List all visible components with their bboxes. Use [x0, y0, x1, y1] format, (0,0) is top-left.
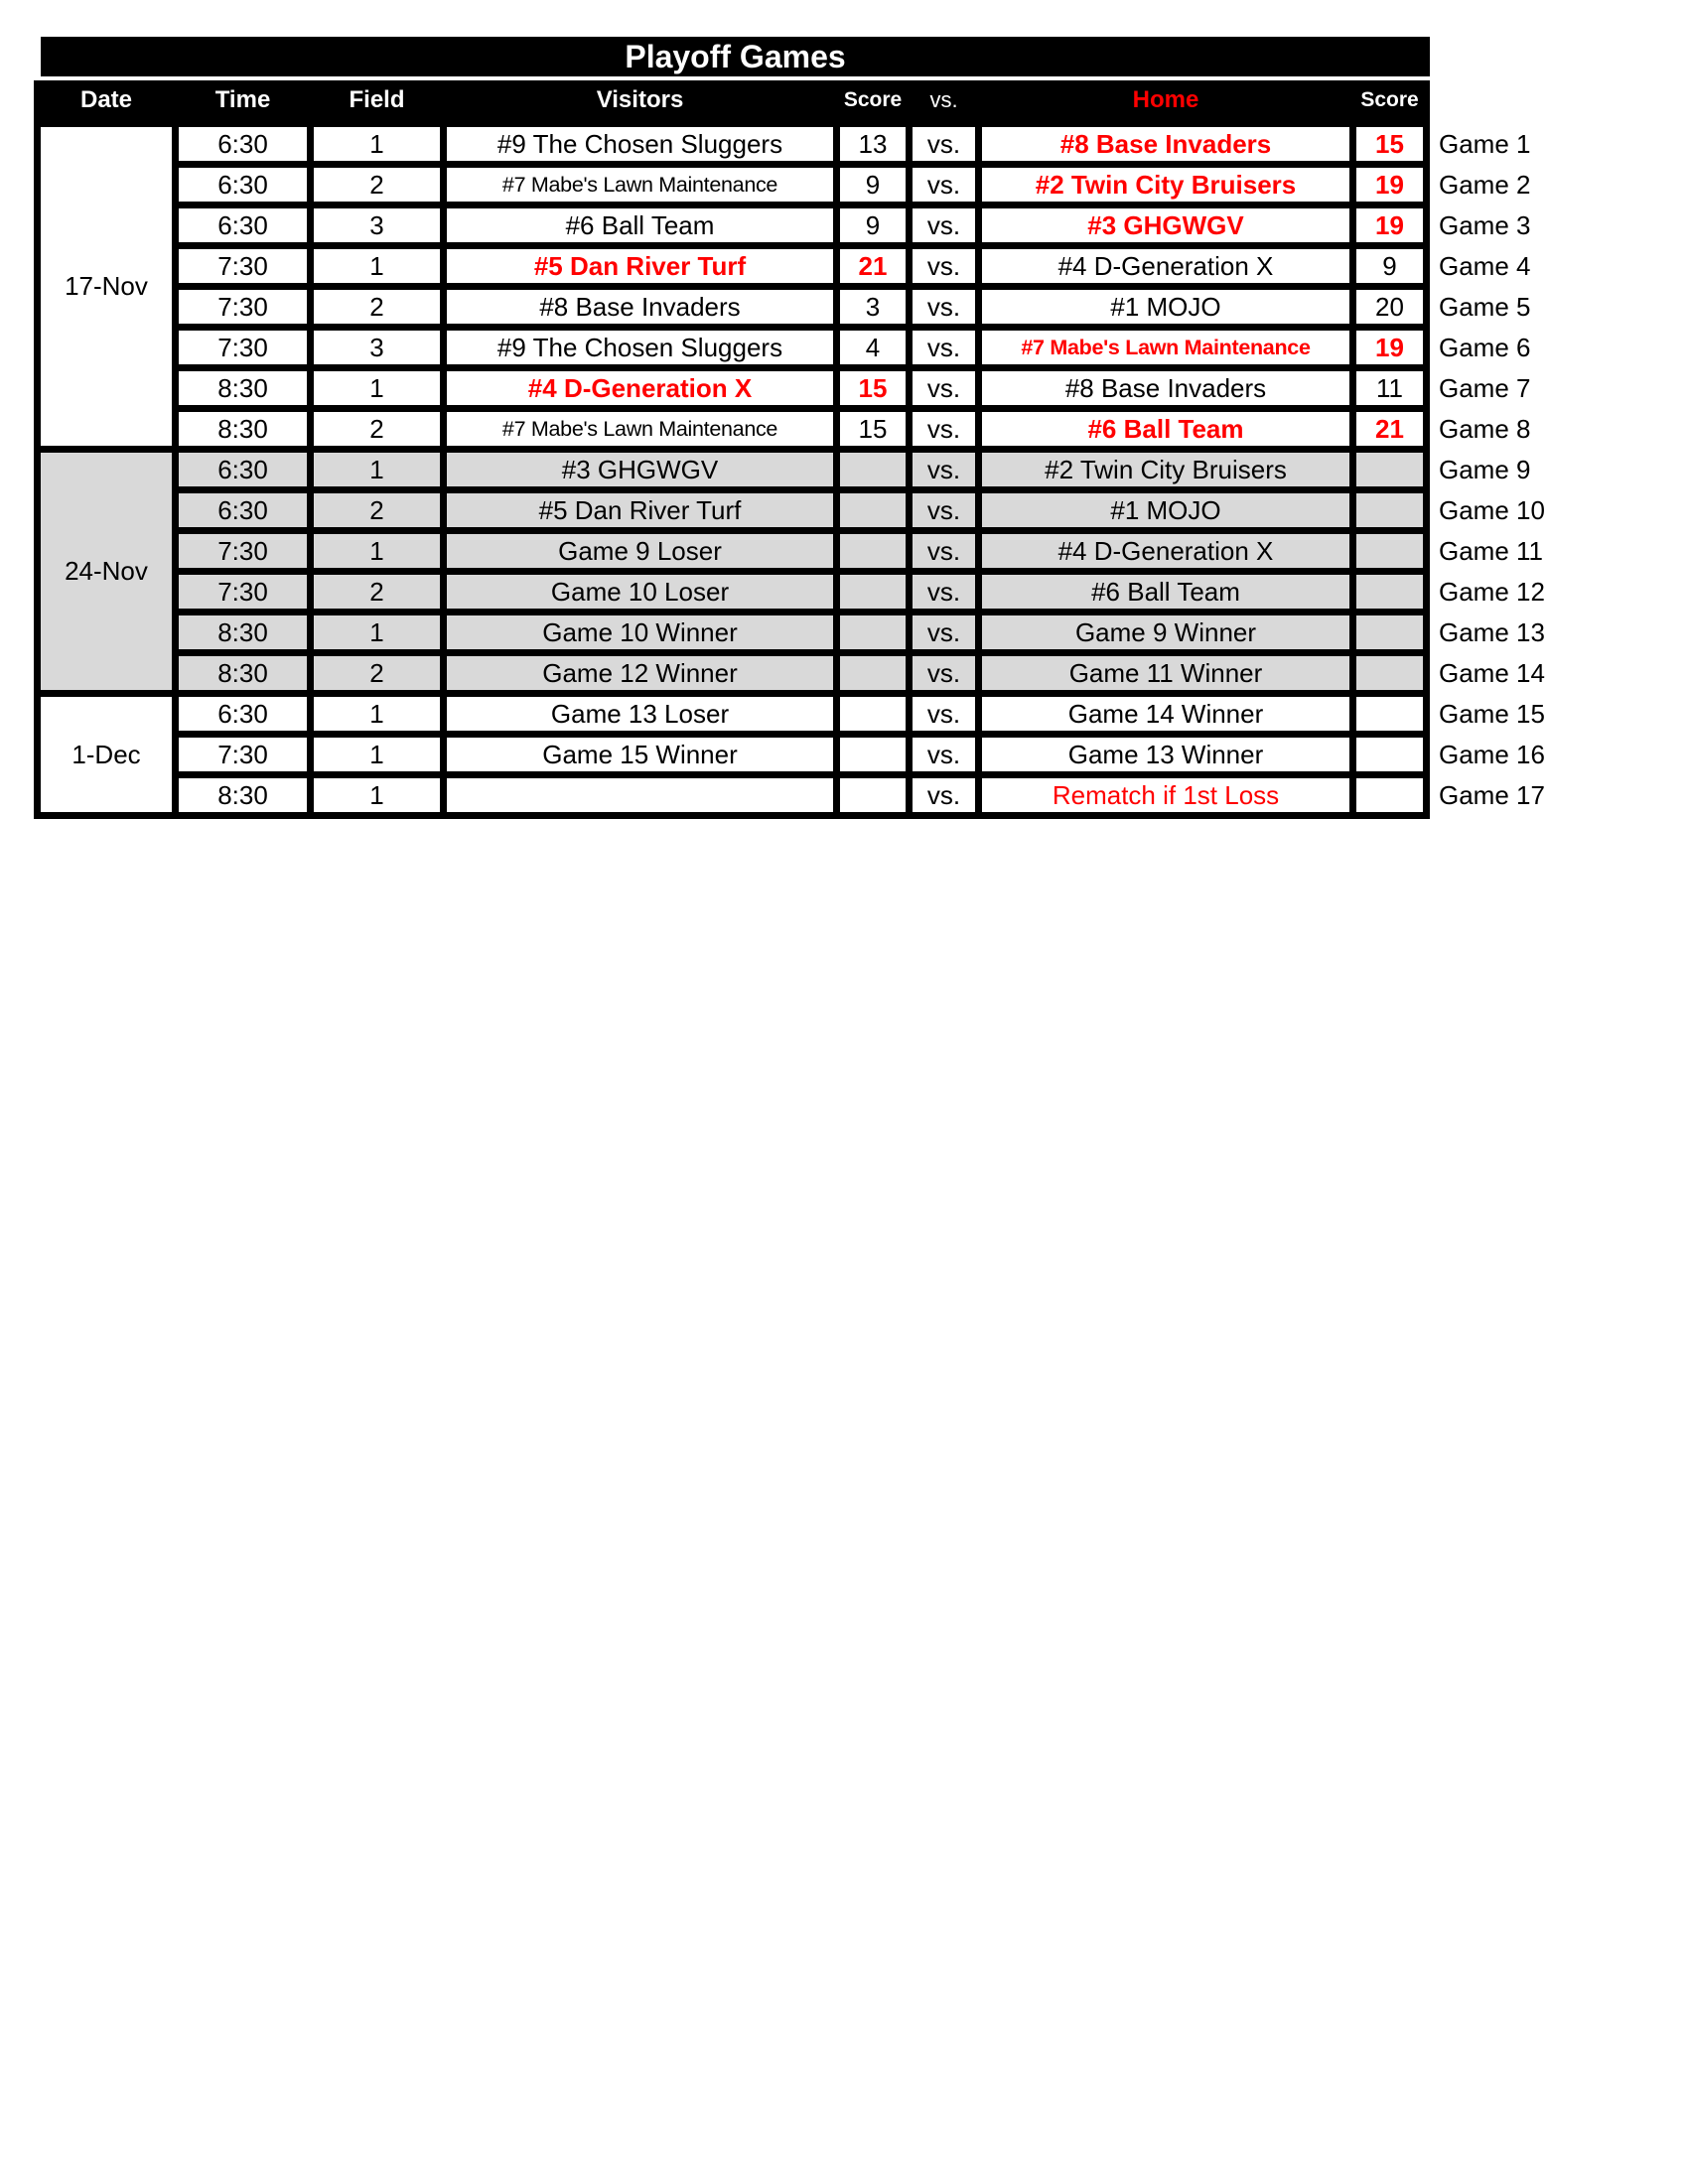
home-team-cell: #2 Twin City Bruisers	[982, 453, 1349, 486]
game-number-label: Game 8	[1439, 414, 1531, 444]
field-cell: 1	[314, 615, 440, 649]
visitor-score-cell	[840, 738, 906, 771]
col-header-time: Time	[179, 80, 307, 120]
col-header-visitor-score: Score	[840, 80, 906, 120]
field-cell: 1	[314, 738, 440, 771]
visitor-score-cell	[840, 697, 906, 731]
home-team-cell: Game 9 Winner	[982, 615, 1349, 649]
home-score-cell	[1356, 453, 1423, 486]
game-number-label: Game 3	[1439, 210, 1531, 240]
visitor-team-cell: #8 Base Invaders	[447, 290, 833, 324]
field-cell: 1	[314, 453, 440, 486]
home-score-cell: 9	[1356, 249, 1423, 283]
vs-cell: vs.	[913, 331, 975, 364]
visitor-score-cell	[840, 615, 906, 649]
visitor-score-cell: 3	[840, 290, 906, 324]
visitor-team-cell: Game 13 Loser	[447, 697, 833, 731]
time-cell: 7:30	[179, 534, 307, 568]
visitor-team-cell: #5 Dan River Turf	[447, 493, 833, 527]
vs-cell: vs.	[913, 656, 975, 690]
field-cell: 2	[314, 412, 440, 446]
home-team-cell: #7 Mabe's Lawn Maintenance	[982, 331, 1349, 364]
col-header-visitors: Visitors	[447, 80, 833, 120]
home-score-cell	[1356, 575, 1423, 609]
schedule-table	[34, 80, 1430, 819]
field-cell: 2	[314, 168, 440, 202]
visitor-score-cell: 15	[840, 412, 906, 446]
time-cell: 6:30	[179, 697, 307, 731]
date-cell: 1-Dec	[41, 697, 172, 812]
game-number-label: Game 9	[1439, 455, 1531, 484]
field-cell: 1	[314, 249, 440, 283]
field-cell: 2	[314, 575, 440, 609]
home-score-cell: 11	[1356, 371, 1423, 405]
field-cell: 1	[314, 534, 440, 568]
time-cell: 7:30	[179, 738, 307, 771]
visitor-team-cell: Game 10 Winner	[447, 615, 833, 649]
vs-cell: vs.	[913, 127, 975, 161]
game-number-label: Game 1	[1439, 129, 1531, 159]
time-cell: 6:30	[179, 208, 307, 242]
time-cell: 8:30	[179, 412, 307, 446]
col-header-vs: vs.	[913, 80, 975, 120]
time-cell: 7:30	[179, 331, 307, 364]
field-cell: 1	[314, 127, 440, 161]
visitor-team-cell: Game 9 Loser	[447, 534, 833, 568]
home-score-cell	[1356, 778, 1423, 812]
visitor-team-cell	[447, 778, 833, 812]
vs-cell: vs.	[913, 453, 975, 486]
visitor-team-cell: Game 10 Loser	[447, 575, 833, 609]
home-team-cell: #4 D-Generation X	[982, 249, 1349, 283]
field-cell: 2	[314, 656, 440, 690]
vs-cell: vs.	[913, 371, 975, 405]
time-cell: 8:30	[179, 371, 307, 405]
home-team-cell: #1 MOJO	[982, 493, 1349, 527]
visitor-team-cell: #7 Mabe's Lawn Maintenance	[447, 412, 833, 446]
game-number-label: Game 11	[1439, 536, 1544, 566]
visitor-score-cell	[840, 534, 906, 568]
time-cell: 6:30	[179, 168, 307, 202]
visitor-score-cell	[840, 493, 906, 527]
field-cell: 3	[314, 208, 440, 242]
home-team-cell: Rematch if 1st Loss	[982, 778, 1349, 812]
vs-cell: vs.	[913, 575, 975, 609]
col-header-date: Date	[41, 80, 172, 120]
field-cell: 1	[314, 697, 440, 731]
field-cell: 1	[314, 371, 440, 405]
visitor-score-cell: 9	[840, 208, 906, 242]
home-team-cell: #6 Ball Team	[982, 412, 1349, 446]
visitor-team-cell: #4 D-Generation X	[447, 371, 833, 405]
date-cell: 17-Nov	[41, 127, 172, 446]
col-header-field: Field	[314, 80, 440, 120]
home-team-cell: #1 MOJO	[982, 290, 1349, 324]
vs-cell: vs.	[913, 249, 975, 283]
vs-cell: vs.	[913, 534, 975, 568]
vs-cell: vs.	[913, 168, 975, 202]
game-number-label: Game 7	[1439, 373, 1531, 403]
vs-cell: vs.	[913, 778, 975, 812]
vs-cell: vs.	[913, 290, 975, 324]
field-cell: 1	[314, 778, 440, 812]
home-score-cell: 20	[1356, 290, 1423, 324]
home-score-cell: 19	[1356, 331, 1423, 364]
visitor-score-cell	[840, 453, 906, 486]
vs-cell: vs.	[913, 697, 975, 731]
game-number-label: Game 14	[1439, 658, 1545, 688]
game-number-label: Game 10	[1439, 495, 1545, 525]
visitor-team-cell: #5 Dan River Turf	[447, 249, 833, 283]
visitor-score-cell: 21	[840, 249, 906, 283]
game-number-label: Game 5	[1439, 292, 1531, 322]
vs-cell: vs.	[913, 738, 975, 771]
visitor-score-cell	[840, 656, 906, 690]
home-team-cell: #8 Base Invaders	[982, 371, 1349, 405]
visitor-score-cell	[840, 778, 906, 812]
vs-cell: vs.	[913, 615, 975, 649]
home-team-cell: #6 Ball Team	[982, 575, 1349, 609]
home-team-cell: #3 GHGWGV	[982, 208, 1349, 242]
visitor-score-cell: 15	[840, 371, 906, 405]
col-header-home-score: Score	[1356, 80, 1423, 120]
vs-cell: vs.	[913, 208, 975, 242]
game-number-label: Game 17	[1439, 780, 1545, 810]
game-number-label: Game 13	[1439, 617, 1545, 647]
home-score-cell: 19	[1356, 168, 1423, 202]
time-cell: 8:30	[179, 656, 307, 690]
game-number-column	[1439, 127, 1545, 819]
vs-cell: vs.	[913, 412, 975, 446]
home-score-cell	[1356, 534, 1423, 568]
game-number-label: Game 4	[1439, 251, 1531, 281]
vs-cell: vs.	[913, 493, 975, 527]
visitor-score-cell: 4	[840, 331, 906, 364]
date-cell: 24-Nov	[41, 453, 172, 690]
home-team-cell: #8 Base Invaders	[982, 127, 1349, 161]
field-cell: 2	[314, 290, 440, 324]
game-number-label: Game 6	[1439, 333, 1531, 362]
visitor-team-cell: Game 15 Winner	[447, 738, 833, 771]
time-cell: 6:30	[179, 127, 307, 161]
game-number-label: Game 16	[1439, 740, 1545, 769]
home-score-cell	[1356, 697, 1423, 731]
visitor-team-cell: #6 Ball Team	[447, 208, 833, 242]
home-team-cell: #4 D-Generation X	[982, 534, 1349, 568]
visitor-score-cell: 9	[840, 168, 906, 202]
time-cell: 8:30	[179, 778, 307, 812]
game-number-label: Game 12	[1439, 577, 1545, 607]
game-number-label: Game 2	[1439, 170, 1531, 200]
visitor-score-cell	[840, 575, 906, 609]
home-score-cell: 15	[1356, 127, 1423, 161]
home-team-cell: Game 11 Winner	[982, 656, 1349, 690]
home-score-cell	[1356, 738, 1423, 771]
home-score-cell	[1356, 656, 1423, 690]
field-cell: 2	[314, 493, 440, 527]
visitor-team-cell: Game 12 Winner	[447, 656, 833, 690]
time-cell: 7:30	[179, 575, 307, 609]
visitor-score-cell: 13	[840, 127, 906, 161]
time-cell: 6:30	[179, 493, 307, 527]
home-team-cell: #2 Twin City Bruisers	[982, 168, 1349, 202]
col-header-home: Home	[982, 80, 1349, 120]
time-cell: 7:30	[179, 249, 307, 283]
visitor-team-cell: #3 GHGWGV	[447, 453, 833, 486]
home-score-cell: 19	[1356, 208, 1423, 242]
home-team-cell: Game 13 Winner	[982, 738, 1349, 771]
home-score-cell	[1356, 615, 1423, 649]
time-cell: 7:30	[179, 290, 307, 324]
home-team-cell: Game 14 Winner	[982, 697, 1349, 731]
time-cell: 6:30	[179, 453, 307, 486]
game-number-label: Game 15	[1439, 699, 1545, 729]
home-score-cell	[1356, 493, 1423, 527]
time-cell: 8:30	[179, 615, 307, 649]
table-title: Playoff Games	[41, 37, 1430, 76]
visitor-team-cell: #7 Mabe's Lawn Maintenance	[447, 168, 833, 202]
field-cell: 3	[314, 331, 440, 364]
visitor-team-cell: #9 The Chosen Sluggers	[447, 331, 833, 364]
visitor-team-cell: #9 The Chosen Sluggers	[447, 127, 833, 161]
home-score-cell: 21	[1356, 412, 1423, 446]
